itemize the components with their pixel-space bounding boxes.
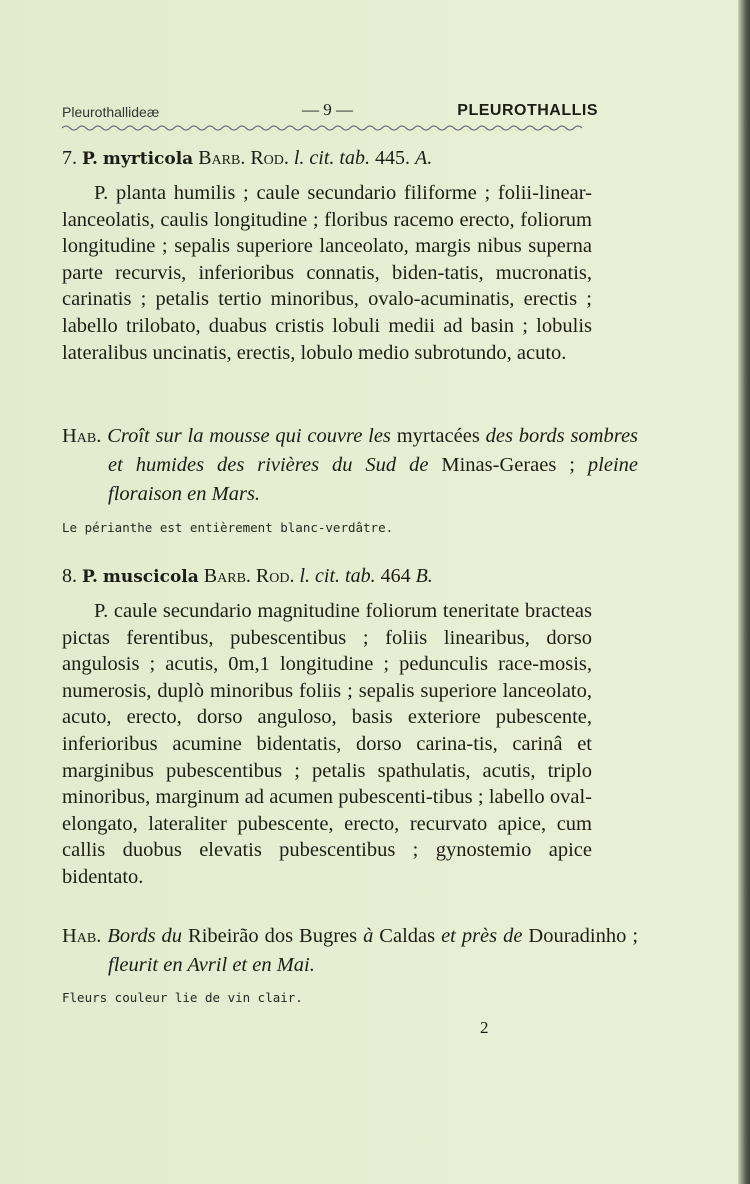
entry-7-author: Barb. Rod. [198,147,289,169]
entry-8-species: muscicola [102,567,199,587]
entry-7-plate: 445. [374,147,410,169]
entry-7-ref: l. cit. tab. [293,147,370,169]
entry-8-habitat-text-7: fleurit en Avril et en Mai. [108,954,315,976]
entry-7-description: P. planta humilis ; caule secundario filiforme ; folii-linear-lanceolatis, caulis longitudine ; floribus racemo erecto, foliorum longitudine ; sepalis superiore lanceolato, margis nibus superna parte recurvis, inferioribus connatis, biden-tatis, mucronatis, carinatis ; petalis tertio minoribus, ovalo-acuminatis, erectis ; labello trilobato, duabus cristis lobuli medii ad basin ; lobulis lateralibus uncinatis, erectis, lobulo medio subrotundo, acuto. [62,182,592,364]
entry-8-habitat-text-6: Douradinho ; [528,925,639,947]
entry-8-genus: P. [82,567,98,587]
running-header-section: Pleurothallideæ [62,104,160,120]
entry-8-habitat-text-2: Ribeirão dos Bugres [188,925,358,947]
running-header [62,98,598,122]
entry-7-species: myrticola [102,149,194,169]
entry-8-description: P. caule secundario magnitudine foliorum teneritate bracteas pictas ferentibus, pubescentibus ; foliis linearibus, dorso angulosis ; acutis, 0m,1 longitudine ; pedunculis race-mosis, numerosis, duplò minoribus foliis ; sepalis superiore lanceolato, acuto, erecto, dorso anguloso, basis exteriore pubescente, inferioribus acumine bidentatis, dorso carina-tis, carinâ et marginibus pubescentibus ; petalis spathulatis, acutis, triplo minoribus, marginum ad acumen pubescenti-tibus ; labello oval-elongato, lateraliter pubescente, erecto, recurvato apice, cum callis duobus elevatis pubescentibus ; gynostemio apice bidentato. [62,600,592,888]
entry-8-habitat-text-1: Bords du [107,925,183,947]
entry-7-title [62,144,592,173]
entry-7-habitat-text-2: myrtacées [396,425,480,447]
entry-7-number: 7. [62,147,77,169]
entry-8-habitat-text-5: et près de [441,925,523,947]
running-header-genus: PLEUROTHALLIS [457,102,598,119]
entry-7-habitat-text-4: Minas-Geraes ; [441,454,575,476]
entry-8-habitat-label: Hab. [62,925,102,947]
entry-8-plate: 464 [380,565,411,587]
wavy-rule-line [62,126,582,130]
entry-8-title [62,562,592,591]
entry-8-number: 8. [62,565,77,587]
entry-7-habitat [62,422,638,509]
entry-7-habitat-text-1: Croît sur la mousse qui couvre les [107,425,391,447]
entry-8-plate-letter: B. [415,565,433,587]
wavy-rule [62,124,598,132]
entry-7-plate-letter: A. [414,147,433,169]
entry-8-habitat [62,922,638,980]
entry-8-ref: l. cit. tab. [299,565,376,587]
entry-7-habitat-label: Hab. [62,425,102,447]
entry-8-note: Fleurs couleur lie de vin clair. [62,990,303,1005]
page-edge-shadow [738,0,750,1184]
entry-8-author: Barb. Rod. [203,565,295,587]
entry-7-genus: P. [82,149,98,169]
entry-7-habitat-text-3: des bords sombres et humides des rivières du Sud de [108,425,639,476]
entry-8-habitat-text-4: Caldas [379,925,436,947]
entry-8-habitat-text-3: à [363,925,374,947]
page-number: — 9 — [302,100,353,119]
entry-7-note: Le périanthe est entièrement blanc-verdâtre. [62,520,394,535]
entry-7-habitat-text-5: pleine floraison en Mars. [108,454,638,505]
signature-mark: 2 [480,1018,489,1037]
